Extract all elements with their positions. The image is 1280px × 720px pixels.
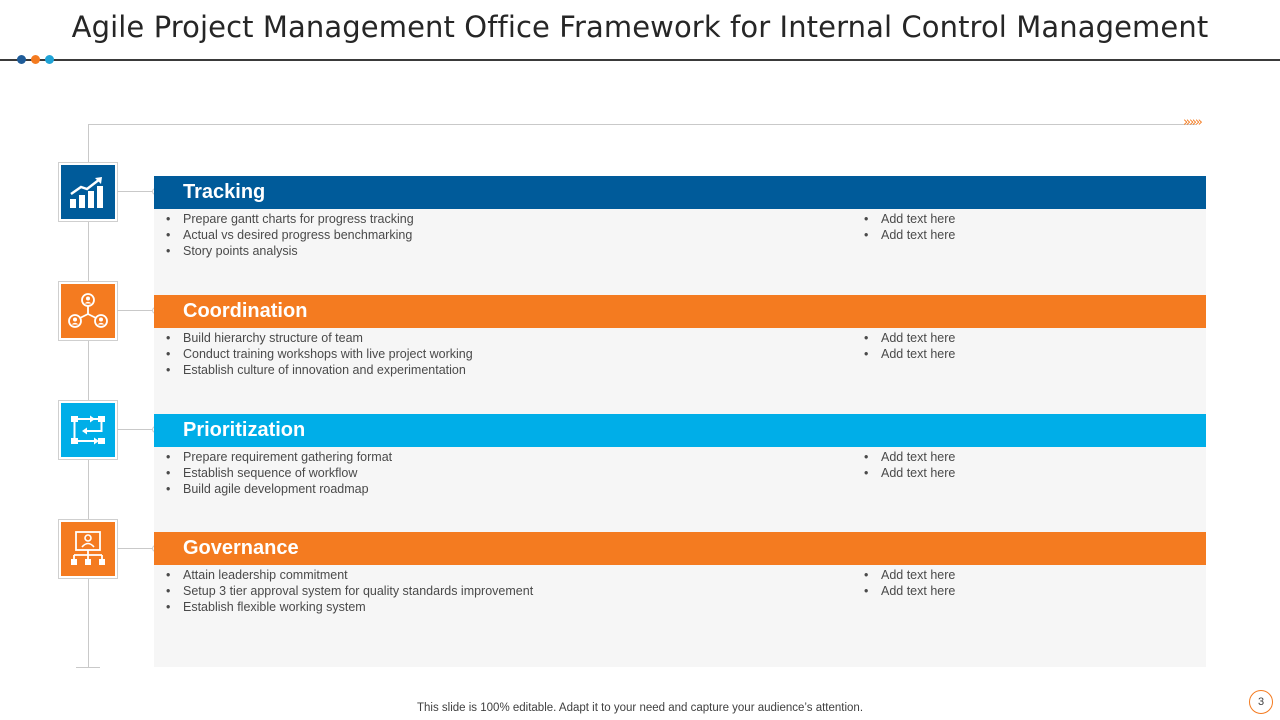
bullet-item: • Prepare gantt charts for progress tracking <box>164 211 414 227</box>
connector-line <box>117 429 155 430</box>
bullet-list-right <box>862 330 955 362</box>
bullet-item: • Story points analysis <box>164 243 414 259</box>
bullet-item: • Conduct training workshops with live project working <box>164 346 473 362</box>
connector-line <box>117 191 155 192</box>
bullet-item: • Establish culture of innovation and experimentation <box>164 362 473 378</box>
bullet-item: • Add text here <box>862 211 955 227</box>
frame-top-line <box>88 124 1196 125</box>
bullet-item: • Setup 3 tier approval system for quality standards improvement <box>164 583 533 599</box>
bullet-item: • Prepare requirement gathering format <box>164 449 392 465</box>
growth-chart-icon <box>59 163 117 221</box>
bullet-list-right <box>862 449 955 481</box>
bullet-item: • Add text here <box>862 465 955 481</box>
section-prioritization <box>154 414 1206 533</box>
chevron-arrows-icon: »»» <box>1183 115 1201 130</box>
accent-dot-orange <box>31 55 40 64</box>
bullet-item: • Add text here <box>862 330 955 346</box>
bullet-list-right <box>862 211 955 243</box>
section-heading: Prioritization <box>154 414 1206 447</box>
bullet-item: • Add text here <box>862 449 955 465</box>
bullet-item: • Establish flexible working system <box>164 599 533 615</box>
org-presentation-icon <box>59 520 117 578</box>
bullet-list-left <box>164 211 414 259</box>
bullet-list-left <box>164 330 473 378</box>
accent-dot-cyan <box>45 55 54 64</box>
bullet-item: • Build agile development roadmap <box>164 481 392 497</box>
section-heading: Coordination <box>154 295 1206 328</box>
section-governance <box>154 532 1206 667</box>
bullet-item: • Add text here <box>862 567 955 583</box>
bullet-list-left <box>164 449 392 497</box>
bullet-item: • Add text here <box>862 227 955 243</box>
bullet-list-left <box>164 567 533 615</box>
section-heading: Governance <box>154 532 1206 565</box>
section-heading: Tracking <box>154 176 1206 209</box>
connector-line <box>117 548 155 549</box>
bullet-item: • Build hierarchy structure of team <box>164 330 473 346</box>
title-divider <box>0 59 1280 61</box>
frame-foot-line <box>76 667 100 668</box>
bullet-item: • Establish sequence of workflow <box>164 465 392 481</box>
bullet-item: • Actual vs desired progress benchmarking <box>164 227 414 243</box>
connector-line <box>117 310 155 311</box>
team-network-icon <box>59 282 117 340</box>
section-coordination <box>154 295 1206 414</box>
bullet-item: • Add text here <box>862 583 955 599</box>
accent-dot-blue <box>17 55 26 64</box>
page-number: 3 <box>1249 690 1273 714</box>
footer-note: This slide is 100% editable. Adapt it to your need and capture your audience’s attention. <box>416 702 864 714</box>
bullet-list-right <box>862 567 955 599</box>
slide-title: Agile Project Management Office Framework for Internal Control Management <box>71 10 1209 44</box>
bullet-item: • Attain leadership commitment <box>164 567 533 583</box>
section-tracking <box>154 176 1206 295</box>
workflow-icon <box>59 401 117 459</box>
bullet-item: • Add text here <box>862 346 955 362</box>
